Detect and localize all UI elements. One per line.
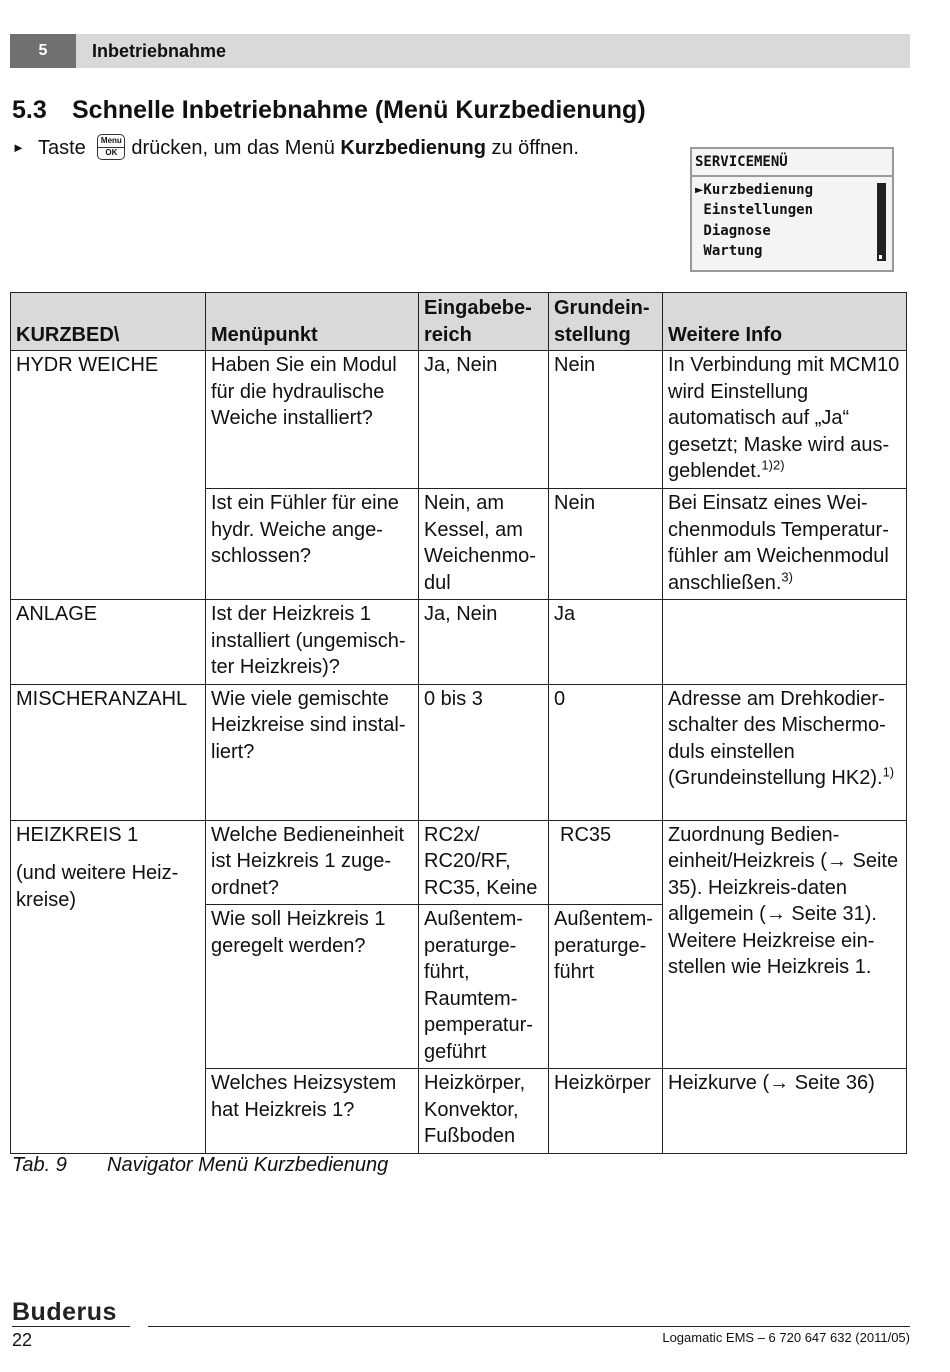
page-number: 22: [12, 1330, 33, 1350]
range-cell: Heizkörper, Konvektor, Fußboden: [419, 1069, 549, 1154]
default-cell: 0: [549, 684, 663, 820]
group-cell: MISCHERANZAHL: [11, 684, 206, 820]
footer-divider: [148, 1326, 910, 1327]
range-cell: Außentem-peraturge-führt, Raumtem-pemperatur-geführt: [419, 905, 549, 1069]
default-cell: Nein: [549, 489, 663, 600]
instruction-before: Taste: [38, 137, 86, 159]
range-cell: Nein, am Kessel, am Weichenmo-dul: [419, 489, 549, 600]
table-header-row: [11, 293, 907, 351]
group-note: (und weitere Heiz-kreise): [16, 862, 179, 911]
info-cell: Zuordnung Bedien-einheit/Heizkreis (→ Seite 35). Heizkreis-daten allgemein (→ Seite 31). Weitere Heizkreise ein-stellen wie Heizkreis 1.: [663, 820, 907, 1069]
bullet-arrow-icon: ►: [12, 140, 25, 155]
info-cell: Bei Einsatz eines Wei-chenmoduls Temperatur-fühler am Weichenmodul anschließen.$^{3)}$: [663, 489, 907, 600]
info-cell: In Verbindung mit MCM10 wird Einstellung automatisch auf „Ja“ gesetzt; Maske wird aus-geblendet.$^{1)2)}$: [663, 351, 907, 489]
section-heading: [12, 96, 646, 125]
info-cell: Adresse am Drehkodier-schalter des Mischermo-duls einstellen (Grundeinstellung HK2).$^{1)}$: [663, 684, 907, 820]
info-cell: Heizkurve (→ Seite 36): [663, 1069, 907, 1154]
default-cell: Nein: [549, 351, 663, 489]
default-cell: Heizkörper: [549, 1069, 663, 1154]
display-scrollbar: [877, 183, 886, 261]
range-cell: 0 bis 3: [419, 684, 549, 820]
group-cell: HYDR WEICHE: [11, 351, 206, 600]
item-cell: Welches Heizsystem hat Heizkreis 1?: [206, 1069, 419, 1154]
default-cell: Ja: [549, 600, 663, 685]
chapter-header: [10, 34, 910, 68]
service-menu-display: [690, 147, 894, 272]
column-header: KURZBED\: [11, 293, 206, 351]
item-cell: Wie soll Heizkreis 1 geregelt werden?: [206, 905, 419, 1069]
group-label: HEIZKREIS 1: [16, 823, 139, 846]
table-row: [11, 351, 907, 489]
column-header: Menüpunkt: [206, 293, 419, 351]
table-row: [11, 600, 907, 685]
table-row: [11, 820, 907, 905]
item-cell: Ist ein Fühler für eine hydr. Weiche ange-schlossen?: [206, 489, 419, 600]
section-number: 5.3: [12, 96, 47, 124]
display-item: Einstellungen: [695, 202, 814, 218]
section-title: Schnelle Inbetriebnahme (Menü Kurzbedienung): [72, 96, 646, 124]
item-cell: Wie viele gemischte Heizkreise sind instal-liert?: [206, 684, 419, 820]
range-cell: Ja, Nein: [419, 351, 549, 489]
menu-ok-key-icon: Menu OK: [97, 134, 125, 160]
instruction-step: [12, 134, 579, 162]
display-item: Diagnose: [695, 223, 771, 239]
default-cell: RC35: [549, 820, 663, 905]
instruction-after: zu öffnen.: [491, 137, 579, 159]
info-cell: [663, 600, 907, 685]
footer-divider: [12, 1326, 130, 1327]
item-cell: Ist der Heizkreis 1 installiert (ungemisch-ter Heizkreis)?: [206, 600, 419, 685]
range-cell: Ja, Nein: [419, 600, 549, 685]
document-reference: Logamatic EMS – 6 720 647 632 (2011/05): [662, 1330, 910, 1345]
chapter-number: 5: [10, 34, 76, 68]
instruction-middle: drücken, um das Menü: [131, 137, 335, 159]
table-row: [11, 684, 907, 820]
settings-table: [10, 292, 907, 1154]
footnote-ref: 1)2): [761, 457, 785, 473]
table-caption: [12, 1154, 388, 1177]
column-header: Weitere Info: [663, 293, 907, 351]
item-cell: Welche Bedieneinheit ist Heizkreis 1 zuge-ordnet?: [206, 820, 419, 905]
caption-text: Navigator Menü Kurzbedienung: [107, 1154, 389, 1176]
display-title: SERVICEMENÜ: [692, 149, 892, 177]
chapter-title: Inbetriebnahme: [92, 41, 227, 61]
display-item: ►Kurzbedienung: [695, 182, 814, 198]
footnote-ref: 3): [781, 568, 793, 584]
default-cell: Außentem-peraturge-führt: [549, 905, 663, 1069]
column-header: Grundein- stellung: [549, 293, 663, 351]
instruction-bold: Kurzbedienung: [340, 137, 486, 159]
group-cell: [11, 820, 206, 1153]
footnote-ref: 1): [882, 764, 895, 780]
buderus-logo: Buderus: [12, 1298, 117, 1326]
range-cell: RC2x/ RC20/RF, RC35, Keine: [419, 820, 549, 905]
group-cell: ANLAGE: [11, 600, 206, 685]
column-header: Eingabebe- reich: [419, 293, 549, 351]
display-item: Wartung: [695, 243, 763, 259]
caption-label: Tab. 9: [12, 1154, 67, 1176]
item-cell: Haben Sie ein Modul für die hydraulische Weiche installiert?: [206, 351, 419, 489]
